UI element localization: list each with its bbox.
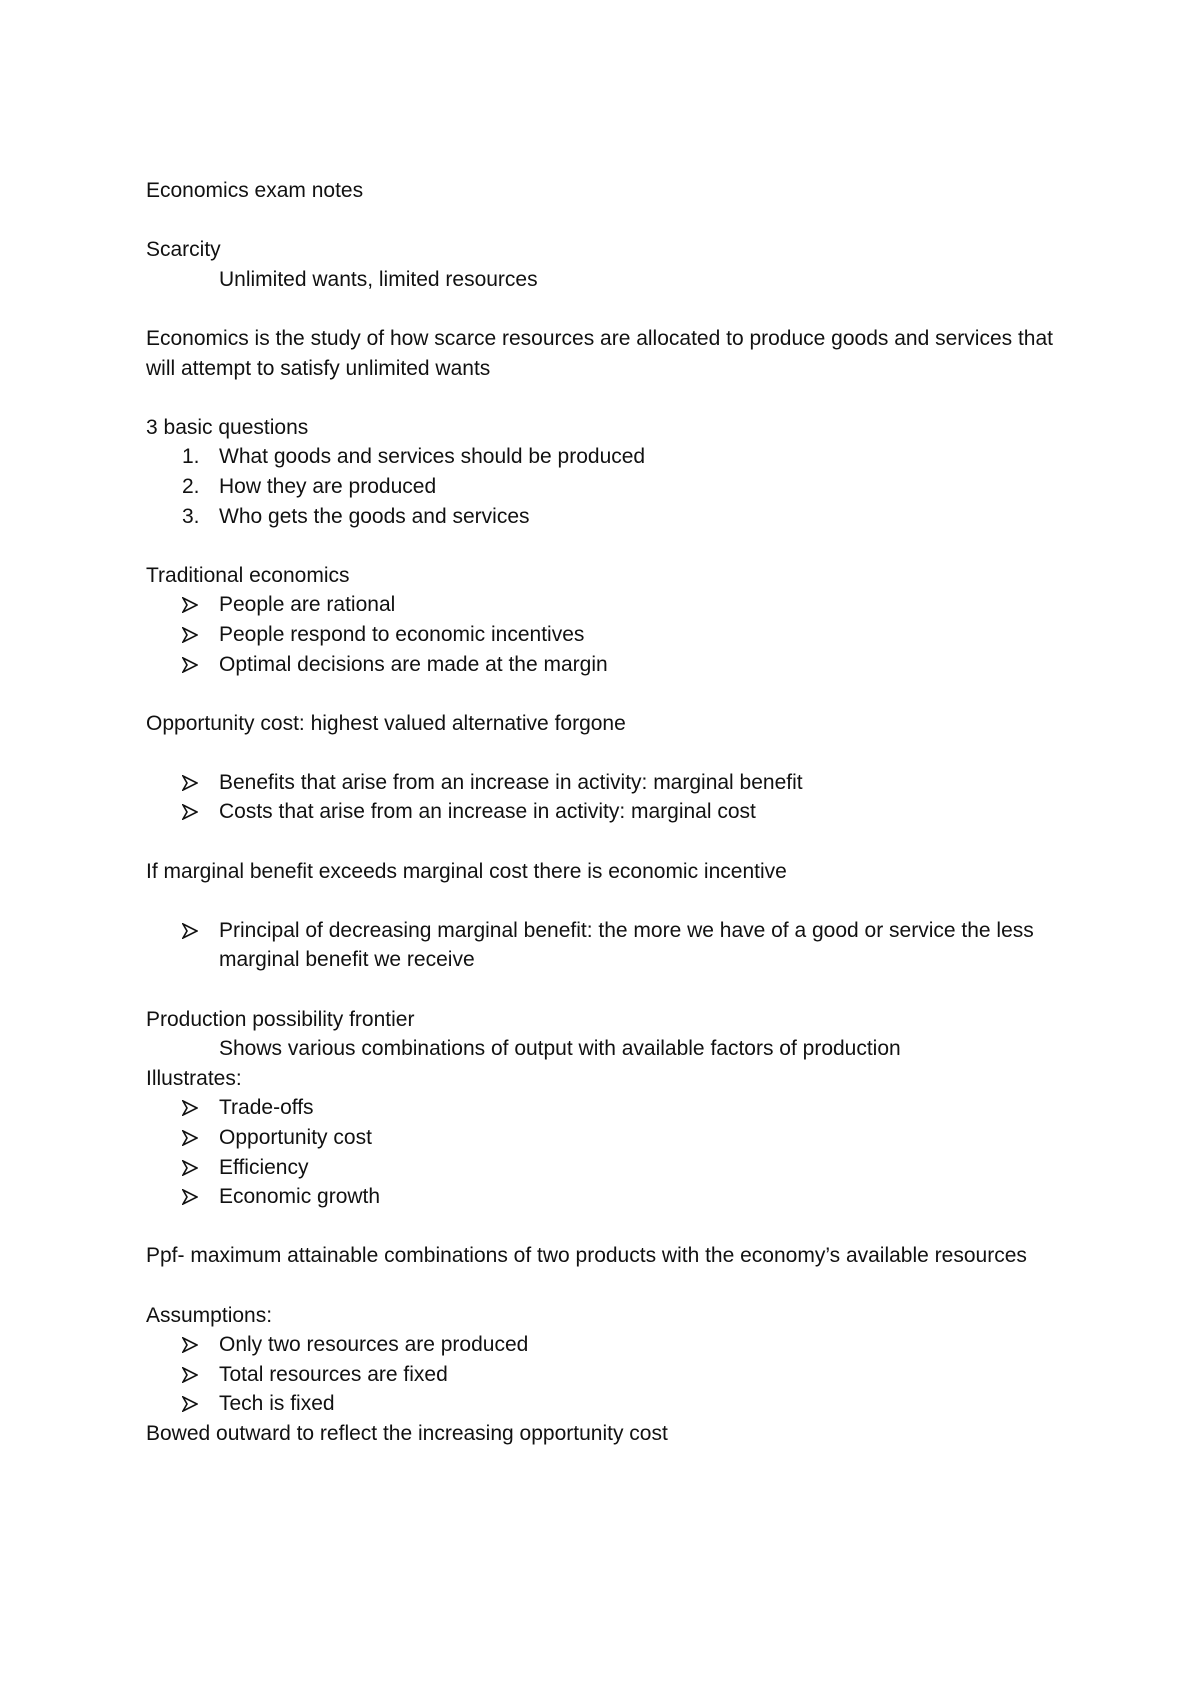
document-title: Economics exam notes bbox=[146, 179, 364, 202]
list-item-text: People respond to economic incentives bbox=[219, 622, 585, 646]
ppf-definition-paragraph: Ppf- maximum attainable combinations of two products with the economy’s available resources bbox=[146, 1244, 1027, 1268]
spacer bbox=[146, 886, 1086, 916]
spacer bbox=[146, 383, 1086, 413]
traditional-heading: Traditional economics bbox=[146, 563, 350, 587]
opportunity-cost-list bbox=[146, 768, 1086, 827]
list-item-text: Trade-offs bbox=[219, 1096, 314, 1120]
arrowhead-bullet-icon bbox=[182, 1337, 198, 1353]
arrowhead-bullet-icon bbox=[182, 1130, 198, 1146]
marginal-list bbox=[146, 916, 1086, 975]
list-item-text: What goods and services should be produced bbox=[219, 445, 646, 469]
arrowhead-bullet-icon bbox=[182, 1100, 198, 1116]
spacer bbox=[146, 294, 1086, 324]
scarcity-heading: Scarcity bbox=[146, 238, 221, 262]
arrowhead-bullet-icon bbox=[182, 657, 198, 673]
list-item-text: People are rational bbox=[219, 593, 396, 617]
spacer bbox=[146, 738, 1086, 768]
bullet-list-item bbox=[146, 797, 1086, 827]
bullet-list-item bbox=[146, 1182, 1086, 1212]
numbered-list-item bbox=[146, 472, 1086, 502]
bullet-list-item bbox=[146, 1153, 1086, 1183]
bullet-list-item bbox=[146, 1330, 1086, 1360]
arrowhead-bullet-icon bbox=[182, 1160, 198, 1176]
traditional-list bbox=[146, 590, 1086, 679]
list-item-text: Optimal decisions are made at the margin bbox=[219, 652, 608, 676]
spacer bbox=[146, 679, 1086, 709]
list-item-text: How they are produced bbox=[219, 474, 437, 498]
assumptions-list bbox=[146, 1330, 1086, 1419]
bullet-list-item bbox=[146, 916, 1086, 975]
arrowhead-bullet-icon bbox=[182, 1396, 198, 1412]
spacer bbox=[146, 206, 1086, 236]
numbered-list-item bbox=[146, 442, 1086, 472]
bullet-list-item bbox=[146, 768, 1086, 798]
bullet-list-item bbox=[146, 1093, 1086, 1123]
assumptions-conclusion: Bowed outward to reflect the increasing opportunity cost bbox=[146, 1421, 668, 1445]
arrowhead-bullet-icon bbox=[182, 775, 198, 791]
spacer bbox=[146, 827, 1086, 857]
spacer bbox=[146, 1271, 1086, 1301]
numbered-list-item bbox=[146, 502, 1086, 532]
illustrates-list bbox=[146, 1093, 1086, 1211]
bullet-list-item bbox=[146, 620, 1086, 650]
list-item-text: Principal of decreasing marginal benefit: the more we have of a good or service the less marginal benefit we receive bbox=[219, 918, 1034, 972]
arrowhead-bullet-icon bbox=[182, 1189, 198, 1205]
arrowhead-bullet-icon bbox=[182, 923, 198, 939]
bullet-list-item bbox=[146, 590, 1086, 620]
spacer bbox=[146, 975, 1086, 1005]
opportunity-cost-heading: Opportunity cost: highest valued alternative forgone bbox=[146, 711, 626, 735]
arrowhead-bullet-icon bbox=[182, 1367, 198, 1383]
list-item-text: Efficiency bbox=[219, 1155, 309, 1179]
list-item-text: Tech is fixed bbox=[219, 1392, 335, 1416]
spacer bbox=[146, 1212, 1086, 1242]
basic-questions-heading: 3 basic questions bbox=[146, 415, 309, 439]
marginal-statement: If marginal benefit exceeds marginal cost there is economic incentive bbox=[146, 859, 787, 883]
list-number: 3. bbox=[182, 504, 200, 528]
document-page bbox=[146, 176, 1086, 1449]
list-item-text: Who gets the goods and services bbox=[219, 504, 530, 528]
list-item-text: Economic growth bbox=[219, 1185, 381, 1209]
ppf-heading: Production possibility frontier bbox=[146, 1007, 415, 1031]
list-item-text: Opportunity cost bbox=[219, 1126, 372, 1149]
bullet-list-item bbox=[146, 1123, 1086, 1153]
assumptions-heading: Assumptions: bbox=[146, 1303, 273, 1327]
list-number: 1. bbox=[182, 445, 200, 469]
arrowhead-bullet-icon bbox=[182, 804, 198, 820]
illustrates-label: Illustrates: bbox=[146, 1066, 242, 1090]
list-item-text: Costs that arise from an increase in activity: marginal cost bbox=[219, 800, 756, 824]
ppf-definition: Shows various combinations of output with available factors of production bbox=[219, 1037, 901, 1061]
arrowhead-bullet-icon bbox=[182, 627, 198, 643]
list-number: 2. bbox=[182, 474, 200, 498]
arrowhead-bullet-icon bbox=[182, 597, 198, 613]
list-item-text: Total resources are fixed bbox=[219, 1362, 448, 1386]
bullet-list-item bbox=[146, 1360, 1086, 1390]
basic-questions-list bbox=[146, 442, 1086, 531]
bullet-list-item bbox=[146, 1389, 1086, 1419]
bullet-list-item bbox=[146, 650, 1086, 680]
list-item-text: Only two resources are produced bbox=[219, 1333, 529, 1357]
economics-definition: Economics is the study of how scarce resources are allocated to produce goods and services that will attempt to satisfy unlimited wants bbox=[146, 326, 1053, 380]
scarcity-definition: Unlimited wants, limited resources bbox=[219, 267, 538, 291]
list-item-text: Benefits that arise from an increase in activity: marginal benefit bbox=[219, 770, 803, 794]
spacer bbox=[146, 531, 1086, 561]
